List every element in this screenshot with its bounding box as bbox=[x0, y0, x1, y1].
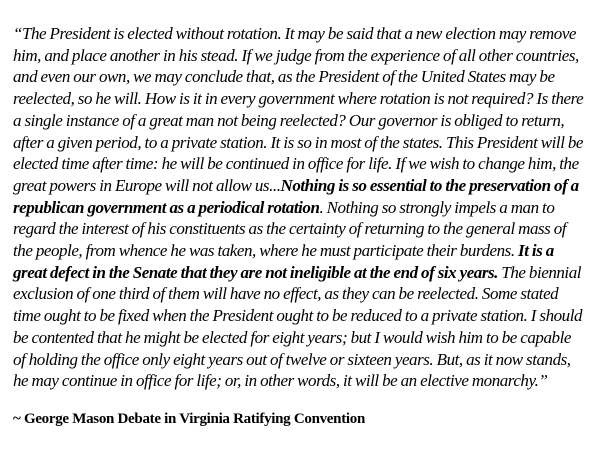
quote-paragraph bbox=[13, 23, 586, 392]
attribution: ~ George Mason Debate in Virginia Ratifying Convention bbox=[13, 410, 366, 427]
quote-segment-emphasis: Nothing is so essential to the preservation of a republican government as a periodical rotation bbox=[13, 175, 579, 217]
quote-segment: The biennial exclusion of one third of them will have no effect, as they can be reelected. Some stated time ought to be fixed when the President ought to be reduced to a private station. I should be contented that he might be elected for eight years; but I would wish him to be capable of holding the office only eight years out of twelve or sixteen years. But, as it now stands, he may continue in office for life; or, in other words, it will be an elective monarchy.” bbox=[13, 262, 583, 391]
quote-segment: “The President is elected without rotation. It may be said that a new election may remove him, and place another in his stead. If we judge from the experience of all other countries, and even our own, we may conclude that, as the President of the United States may be reelected, so he will. How is it in every government where rotation is not required? Is there a single instance of a great man not being reelected? Our governor is obliged to return, after a given period, to a private station. It is so in most of the states. This President will be elected time after time: he will be continued in office for life. If we wish to change him, the great powers in Europe will not allow us... bbox=[13, 24, 584, 195]
quote-segment: . Nothing so strongly impels a man to regard the interest of his constituents as the certainty of returning to the general mass of the people, from whence he was taken, where he must participate their burdens. bbox=[13, 197, 567, 261]
quote-segment-emphasis: It is a great defect in the Senate that they are not ineligible at the end of six years. bbox=[13, 241, 554, 282]
